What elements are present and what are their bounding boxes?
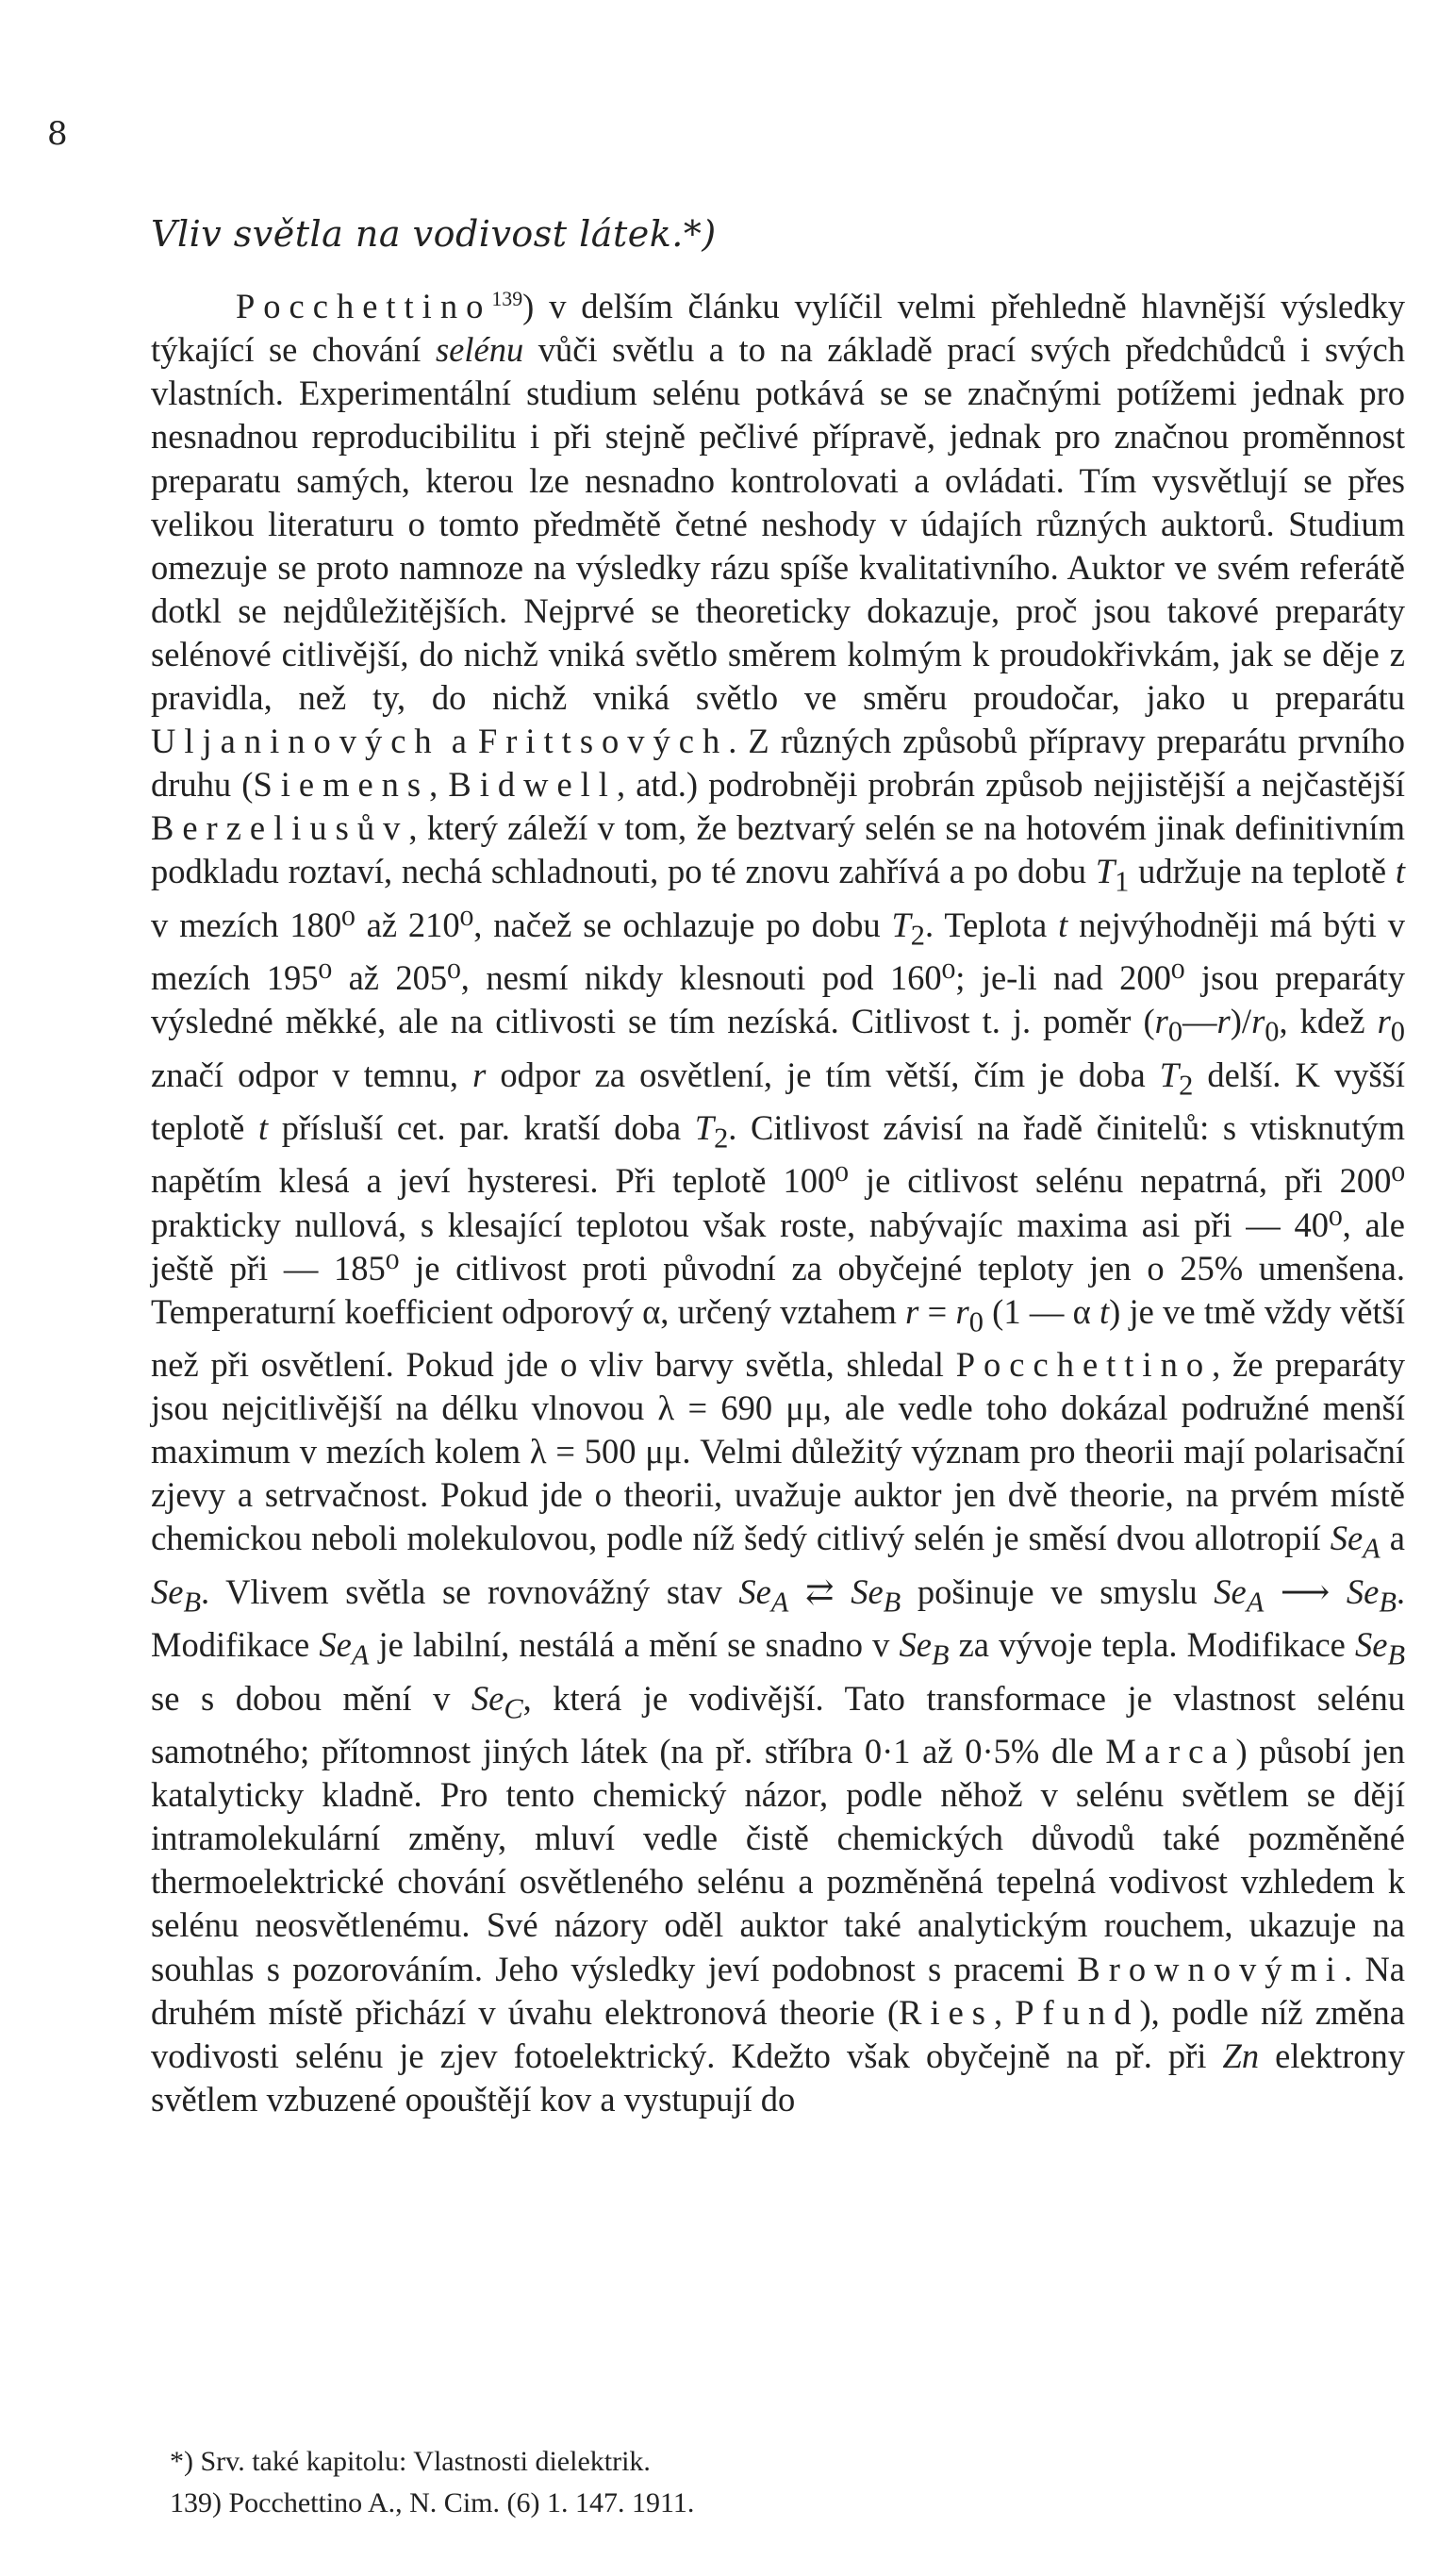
- footnote-marker: 139): [170, 2487, 222, 2518]
- footnote-marker: *): [170, 2446, 193, 2477]
- footnotes: [151, 2441, 1405, 2524]
- page-number: 8: [47, 115, 68, 153]
- footnote: [151, 2483, 1405, 2524]
- body-paragraph: Pocchettino$^{139}$) v delším článku vylíčil velmi přehledně hlavnější výsledky týkající se chování selénu vůči světlu a to na základě prací svých předchůdců i svých vlastních. Experimentální studium selénu potkává se se značnými potížemi jednak pro nesnadnou reproducibilitu i při stejně pečlivé přípravě, jednak pro značnou proměnnost preparatu samých, kterou lze nesnadno kontrolovati a ovládati. Tím vysvětlují se přes velikou literaturu o tomto předmětě četné neshody v údajích různých auktorů. Studium omezuje se proto namnoze na výsledky rázu spíše kvalitativního. Auktor ve svém referátě dotkl se nejdůležitějších. Nejprvé se theoreticky dokazuje, proč jsou takové preparáty selénové citlivější, do nichž vniká světlo směrem kolmým k proudokřivkám, jak se děje z pravidla, než ty, do nichž vniká světlo ve směru proudočar, jako u preparátu Uljaninových a Frittsových. Z různých způsobů přípravy preparátu prvního druhu (Siemens, Bidwell, atd.) podrobněji probrán způsob nejjistější a nejčastější Berzeliusův, který záleží v tom, že beztvarý selén se na hotovém jinak definitivním podkladu roztaví, nechá schladnouti, po té znovu zahřívá a po dobu $T_1$ udržuje na teplotě t v mezích 180⁰ až 210⁰, načež se ochlazuje po dobu $T_2$. Teplota t nejvýhodněji má býti v mezích 195⁰ až 205⁰, nesmí nikdy klesnouti pod 160⁰; je-li nad 200⁰ jsou preparáty výsledné měkké, ale na citlivosti se tím nezíská. Citlivost t. j. poměr $(r_0—r)/r_0$, kdež $r_0$ značí odpor v temnu, r odpor za osvětlení, je tím větší, čím je doba $T_2$ delší. K vyšší teplotě t přísluší cet. par. kratší doba $T_2$. Citlivost závisí na řadě činitelů: s vtisknutým napětím klesá a jeví hysteresi. Při teplotě 100⁰ je citlivost selénu nepatrná, při 200⁰ prakticky nullová, s klesající teplotou však roste, nabývajíc maxima asi při — 40⁰, ale ještě při — 185⁰ je citlivost proti původní za obyčejné teploty jen o 25% umenšena. Temperaturní koefficient odporový α, určený vztahem $r = r_0$ (1 — α t) je ve tmě vždy větší než při osvětlení. Pokud jde o vliv barvy světla, shledal Pocchettino, že preparáty jsou nejcitlivější na délku vlnovou λ = 690 μμ, ale vedle toho dokázal podružné menší maximum v mezích kolem λ = 500 μμ. Velmi důležitý význam pro theorii mají polarisační zjevy a setrvačnost. Pokud jde o theorii, uvažuje auktor jen dvě theorie, na prvém místě chemickou neboli molekulovou, podle níž šedý citlivý selén je směsí dvou allotropií $Se_A$ a $Se_B$. Vlivem světla se rovnovážný stav $Se_A$ ⇄ $Se_B$ pošinuje ve smyslu $Se_A$ ⟶ $Se_B$. Modifikace $Se_A$ je labilní, nestálá a mění se snadno v $Se_B$ za vývoje tepla. Modifikace $Se_B$ se s dobou mění v $Se_C$, která je vodivější. Tato transformace je vlastnost selénu samotného; přítomnost jiných látek (na př. stříbra 0·1 až 0·5% dle Marca) působí jen katalyticky kladně. Pro tento chemický názor, podle něhož v selénu světlem se dějí intramolekulární změny, mluví vedle čistě chemických důvodů také pozměněné thermoelektrické chování osvětleného selénu a pozměněná tepelná vodivost vzhledem k selénu neosvětlenému. Své názory oděl auktor také analytickým rouchem, ukazuje na souhlas s pozorováním. Jeho výsledky jeví podobnost s pracemi Brownovými. Na druhém místě přichází v úvahu elektronová theorie (Ries, Pfund), podle níž změna vodivosti selénu je zjev fotoelektrický. Kdežto však obyčejně na př. při Zn elektrony světlem vzbuzené opouštějí kov a vystupují do: [151, 287, 1406, 2119]
- footnote-text: Srv. také kapitolu: Vlastnosti dielektrik.: [200, 2446, 651, 2477]
- footnote-text: Pocchettino A., N. Cim. (6) 1. 147. 1911.: [228, 2487, 695, 2518]
- section-heading: Vliv světla na vodivost látek.*): [151, 213, 717, 255]
- footnote: [151, 2441, 1405, 2483]
